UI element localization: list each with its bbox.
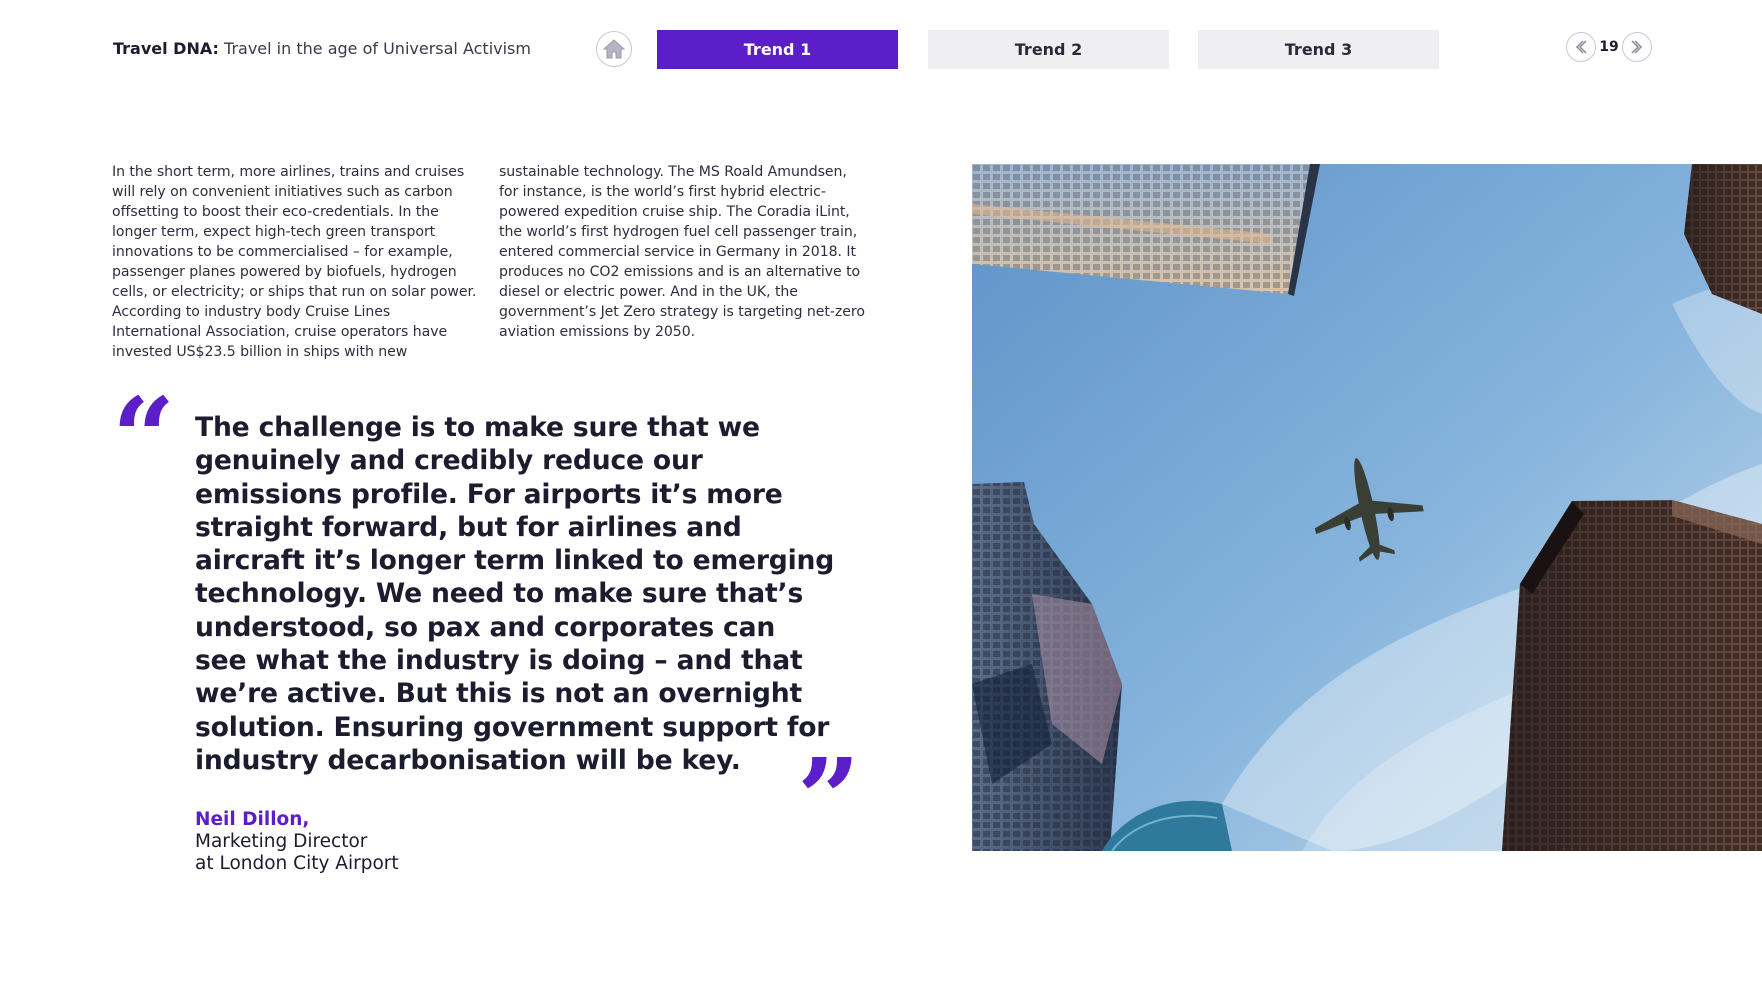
open-quote-mark: “ (112, 373, 176, 502)
page-number: 19 (1599, 39, 1619, 55)
body-text-column-2: sustainable technology. The MS Roald Amundsen, for instance, is the world’s first hybrid electric-powered expedition cruise ship. The Coradia iLint, the world’s first hydrogen fuel cell passenger train, entered commercial service in Germany in 2018. It produces no CO2 emissions and is an alternative to diesel or electric power. And in the UK, the government’s Jet Zero strategy is targeting net-zero aviation emissions by 2050. (499, 164, 865, 340)
skyscrapers-airplane-photo (972, 164, 1762, 851)
home-button[interactable] (596, 31, 632, 67)
quote-author: Neil Dillon, (195, 809, 310, 830)
quote-attribution (195, 809, 399, 875)
next-page-button[interactable] (1622, 32, 1652, 62)
home-icon (602, 38, 626, 60)
quote-author-role: Marketing Director (195, 831, 368, 852)
chevron-left-icon (1573, 39, 1589, 55)
tab-trend-1[interactable]: Trend 1 (657, 30, 898, 69)
document-title-bold: Travel DNA: (113, 39, 219, 58)
document-title-subtitle: Travel in the age of Universal Activism (224, 39, 531, 58)
quote-author-organisation: at London City Airport (195, 853, 399, 874)
pull-quote: The challenge is to make sure that we genuinely and credibly reduce our emissions profile. For airports it’s more straight forward, but for airlines and aircraft it’s longer term linked to emerging technology. We need to make sure that’s understood, so pax and corporates can see what the industry is doing – and that we’re active. But this is not an overnight solution. Ensuring government support for industry decarbonisation will be key. (195, 412, 835, 776)
tab-trend-3[interactable]: Trend 3 (1198, 30, 1439, 69)
document-title (113, 39, 531, 58)
tab-trend-2[interactable]: Trend 2 (928, 30, 1169, 69)
close-quote-mark: ” (797, 734, 861, 863)
previous-page-button[interactable] (1566, 32, 1596, 62)
body-text-column-1: In the short term, more airlines, trains and cruises will rely on convenient initiatives such as carbon offsetting to boost their eco-credentials. In the longer term, expect high-tech green transport innovations to be commercialised – for example, passenger planes powered by biofuels, hydrogen cells, or electricity; or ships that run on solar power. According to industry body Cruise Lines International Association, cruise operators have invested US$23.5 billion in ships with new (112, 164, 477, 360)
pager (1566, 31, 1652, 63)
chevron-right-icon (1629, 39, 1645, 55)
